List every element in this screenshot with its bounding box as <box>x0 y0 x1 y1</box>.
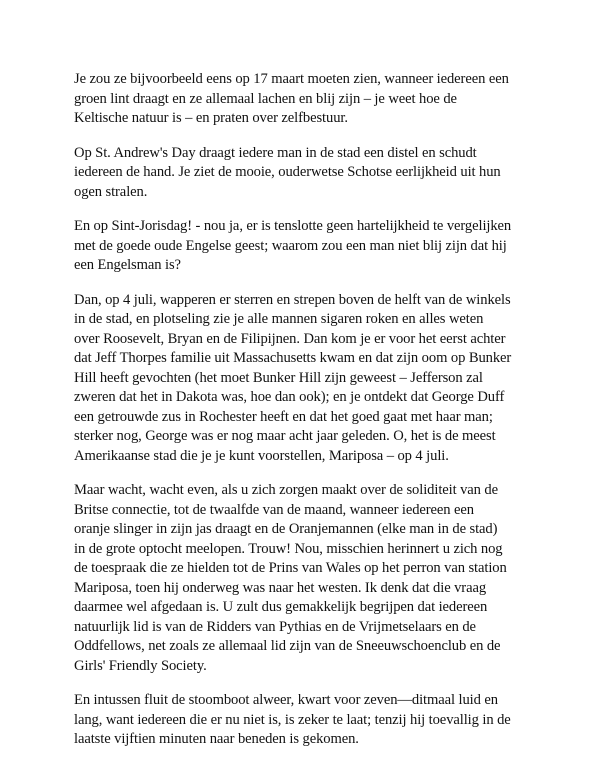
text-line: in de stad, en plotseling zie je alle mannen sigaren roken en alles weten <box>74 311 484 327</box>
text-line: de toespraak die ze hielden tot de Prins van Wales op het perron van station <box>74 560 507 576</box>
text-line: Keltische natuur is – en praten over zelfbestuur. <box>74 110 348 126</box>
text-line: Britse connectie, tot de twaalfde van de maand, wanneer iedereen een <box>74 501 475 518</box>
text-line: over Roosevelt, Bryan en de Filipijnen. Dan kom je er voor het eerst achter <box>74 330 506 347</box>
text-line: daarmee wel afgedaan is. U zult dus gemakkelijk begrijpen dat iedereen <box>74 599 488 615</box>
text-line: Amerikaanse stad die je je kunt voorstellen, Mariposa – op 4 juli. <box>74 447 449 464</box>
text-line: En intussen fluit de stoomboot alweer, kwart voor zeven—ditmaal luid en <box>74 692 498 708</box>
text-line: Mariposa, toen hij onderweg was naar het westen. Ik denk dat die vraag <box>74 579 487 596</box>
paragraph-6 <box>74 691 544 750</box>
paragraph-2 <box>74 144 544 203</box>
text-line: oranje slinger in zijn jas draagt en de Oranjemannen (elke man in de stad) <box>74 521 498 537</box>
paragraph-1 <box>74 70 544 129</box>
text-line: iedereen de hand. Je ziet de mooie, ouderwetse Schotse eerlijkheid uit hun <box>74 164 501 180</box>
text-line: laatste vijftien minuten naar beneden is gekomen. <box>74 731 359 747</box>
text-line: Girls' Friendly Society. <box>74 657 207 674</box>
text-line: zweren dat het in Dakota was, hoe dan ook); en je ontdekt dat George Duff <box>74 389 505 405</box>
text-line: Oddfellows, net zoals ze allemaal lid zijn van de Sneeuwschoenclub en de <box>74 638 501 654</box>
text-line: groen lint draagt en ze allemaal lachen en blij zijn – je weet hoe de <box>74 90 457 107</box>
text-line: lang, want iedereen die er nu niet is, is zeker te laat; tenzij hij toevallig in de <box>74 711 511 728</box>
text-line: in de grote optocht meelopen. Trouw! Nou, misschien herinnert u zich nog <box>74 540 503 557</box>
text-line: Hill heeft gevochten (het moet Bunker Hill zijn geweest – Jefferson zal <box>74 369 483 386</box>
text-line: een getrouwde zus in Rochester heeft en dat het goed gaat met haar man; <box>74 408 493 425</box>
text-line: ogen stralen. <box>74 183 148 200</box>
text-line: Je zou ze bijvoorbeeld eens op 17 maart moeten zien, wanneer iedereen een <box>74 71 509 87</box>
text-line: sterker nog, George was er nog maar acht jaar geleden. O, het is de meest <box>74 428 496 444</box>
paragraph-4 <box>74 291 544 467</box>
paragraph-3 <box>74 217 544 276</box>
text-line: Op St. Andrew's Day draagt iedere man in de stad een distel en schudt <box>74 144 477 161</box>
text-line: met de goede oude Engelse geest; waarom zou een man niet blij zijn dat hij <box>74 237 507 254</box>
text-line: natuurlijk lid is van de Ridders van Pythias en de Vrijmetselaars en de <box>74 618 476 635</box>
document-page <box>74 70 544 765</box>
text-line: een Engelsman is? <box>74 257 181 273</box>
text-line: Maar wacht, wacht even, als u zich zorgen maakt over de soliditeit van de <box>74 482 499 498</box>
paragraph-5 <box>74 481 544 676</box>
text-line: En op Sint-Jorisdag! - nou ja, er is tenslotte geen hartelijkheid te vergelijken <box>74 218 512 234</box>
text-line: Dan, op 4 juli, wapperen er sterren en strepen boven de helft van de winkels <box>74 291 511 308</box>
text-line: dat Jeff Thorpes familie uit Massachusetts kwam en dat zijn oom op Bunker <box>74 350 512 366</box>
